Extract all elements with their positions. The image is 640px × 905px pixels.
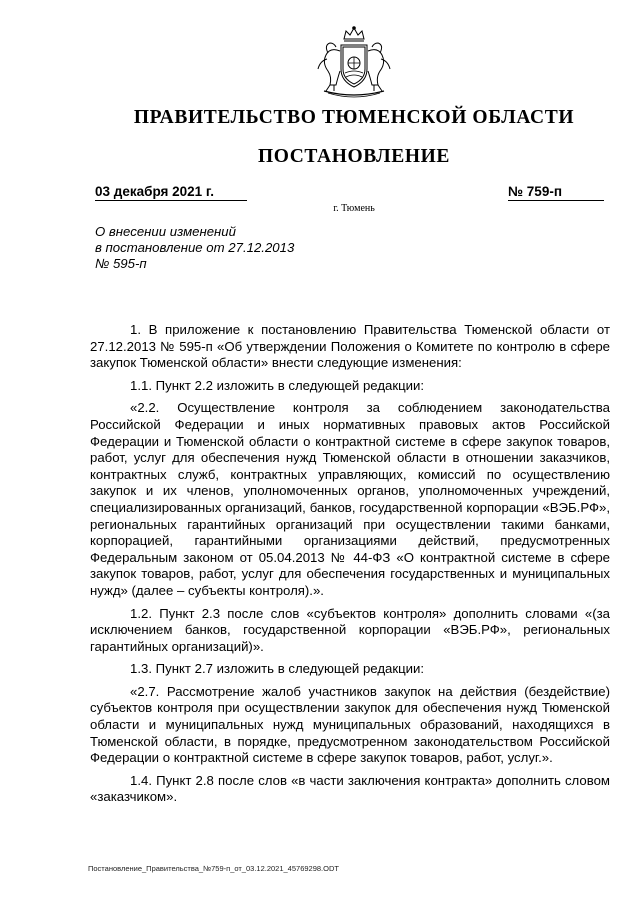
- coat-of-arms-icon: [310, 25, 398, 101]
- body-paragraph: 1.3. Пункт 2.7 изложить в следующей редакции:: [130, 661, 425, 677]
- body-paragraph: 1.4. Пункт 2.8 после слов «в части заключения контракта» дополнить словом «заказчиком».: [90, 772, 610, 805]
- body-paragraph: 1.1. Пункт 2.2 изложить в следующей редакции:: [130, 377, 425, 393]
- document-date: 03 декабря 2021 г.: [95, 184, 247, 201]
- file-name-footer: Постановление_Правительства_№759-п_от_03.12.2021_45769298.ODT: [88, 864, 339, 873]
- subject-line: в постановление от 27.12.2013: [95, 240, 295, 255]
- subject-line: № 595-п: [95, 256, 147, 271]
- document-type-title: ПОСТАНОВЛЕНИЕ: [257, 146, 451, 167]
- body-paragraph: 1. В приложение к постановлению Правительства Тюменской области от 27.12.2013 № 595-п «Об утверждении Положения о Комитете по контролю в сфере закупок Тюменской области» внести следующие изменения:: [90, 322, 610, 371]
- document-number: № 759-п: [508, 184, 604, 201]
- document-body: [90, 322, 610, 812]
- document-city: г. Тюмень: [333, 203, 375, 214]
- body-paragraph: 1.2. Пункт 2.3 после слов «субъектов контроля» дополнить словами «(за исключением банков, государственной корпорации «ВЭБ.РФ», региональных гарантийных организаций)».: [90, 605, 610, 654]
- document-subject: [95, 224, 355, 272]
- body-paragraph: «2.2. Осуществление контроля за соблюдением законодательства Российской Федерации и иных нормативных правовых актов Российской Федерации и Тюменской области о контрактной системе в сфере закупок товаров, работ, услуг для обеспечения нужд Тюменской области в отношении заказчиков, контрактных служб, контрактных управляющих, комиссий по осуществлению закупок и их членов, уполномоченных органов, уполномоченных учреждений, специализированных организаций, банков, государственной корпорации «ВЭБ.РФ», региональных гарантийных организаций при осуществлении такими банками, корпорацией, гарантийными организациями действий, предусмотренных Федеральным законом от 05.04.2013 № 44-ФЗ «О контрактной системе в сфере закупок товаров, работ, услуг для обеспечения государственных и муниципальных нужд» (далее – субъекты контроля).».: [90, 400, 610, 598]
- body-paragraph: «2.7. Рассмотрение жалоб участников закупок на действия (бездействие) субъектов контроля при осуществлении закупок для обеспечения нужд Тюменской области и муниципальных нужд муниципальных образований, находящихся в Тюменской области, в порядке, предусмотренном законодательством Российской Федерации о контрактной системе в сфере закупок товаров, работ, услуг.».: [90, 683, 610, 766]
- government-title: ПРАВИТЕЛЬСТВО ТЮМЕНСКОЙ ОБЛАСТИ: [133, 107, 575, 128]
- subject-line: О внесении изменений: [95, 224, 236, 239]
